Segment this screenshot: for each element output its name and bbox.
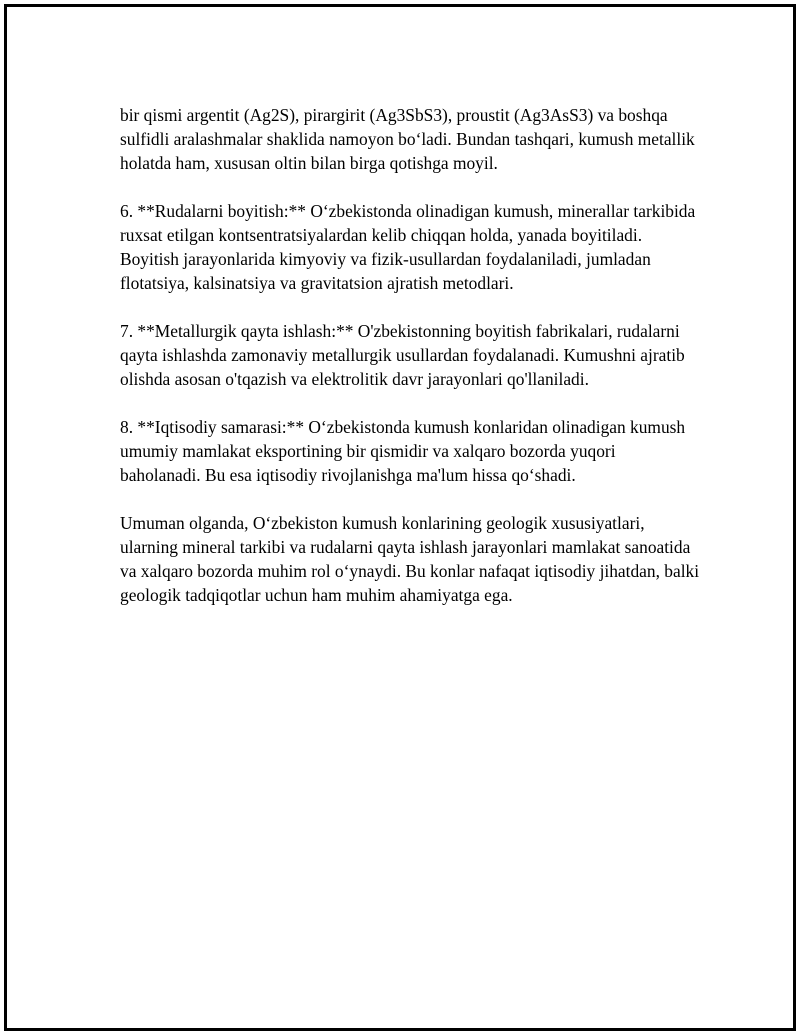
paragraph-metallurgical-processing: 7. **Metallurgik qayta ishlash:** O'zbekistonning boyitish fabrikalari, rudalarni qayta ishlashda zamonaviy metallurgik usullardan foydalanadi. Kumushni ajratib olishda asosan o'tqazish va elektrolitik davr jarayonlari qo'llaniladi. (120, 321, 685, 389)
paragraph-economic-effect: 8. **Iqtisodiy samarasi:** O‘zbekistonda kumush konlaridan olinadigan kumush umumiy mamlakat eksportining bir qismidir va xalqaro bozorda yuqori baholanadi. Bu esa iqtisodiy rivojlanishga ma'lum hissa qo‘shadi. (120, 417, 686, 485)
document-page (4, 4, 796, 1031)
paragraph-ore-enrichment: 6. **Rudalarni boyitish:** O‘zbekistonda olinadigan kumush, minerallar tarkibida ruxsat etilgan kontsentratsiyalardan kelib chiqqan holda, yanada boyitiladi. Boyitish jarayonlarida kimyoviy va fizik-usullardan foydalaniladi, jumladan flotatsiya, kalsinatsiya va gravitatsion ajratish metodlari. (120, 201, 696, 293)
paragraph-silver-minerals: bir qismi argentit (Ag2S), pirargirit (Ag3SbS3), proustit (Ag3AsS3) va boshqa sulfidli aralashmalar shaklida namoyon bo‘ladi. Bundan tashqari, kumush metallik holatda ham, xususan oltin bilan birga qotishga moyil. (120, 105, 695, 173)
document-body (120, 103, 700, 631)
paragraph-conclusion: Umuman olganda, O‘zbekiston kumush konlarining geologik xususiyatlari, ularning mineral tarkibi va rudalarni qayta ishlash jarayonlari mamlakat sanoatida va xalqaro bozorda muhim rol o‘ynaydi. Bu konlar nafaqat iqtisodiy jihatdan, balki geologik tadqiqotlar uchun ham muhim ahamiyatga ega. (120, 513, 700, 605)
